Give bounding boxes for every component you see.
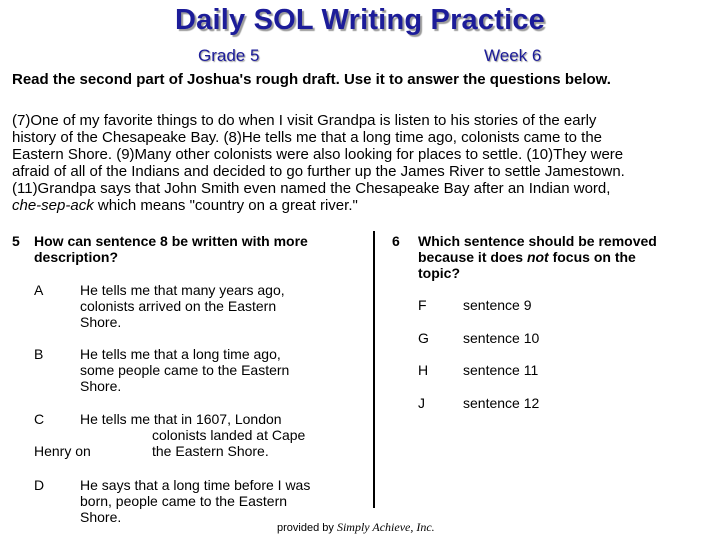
passage-italic-word: che-sep-ack — [12, 197, 94, 214]
choice-j-text[interactable]: sentence 12 — [463, 395, 540, 411]
passage-line: (7)One of my favorite things to do when I visit Grandpa is listen to his stories of the early — [12, 112, 597, 129]
choice-line: He says that a long time before I was — [80, 477, 311, 493]
passage-line: Eastern Shore. (9)Many other colonists were also looking for places to settle. (10)They were — [12, 146, 624, 163]
choice-line: born, people came to the Eastern — [80, 493, 288, 509]
question-5-text — [34, 233, 308, 265]
choice-g-letter[interactable]: G — [418, 330, 429, 346]
page-title: Daily SOL Writing Practice — [175, 4, 545, 36]
choice-f-text[interactable]: sentence 9 — [463, 297, 532, 313]
question-6-text — [418, 233, 657, 281]
question-6-number: 6 — [392, 233, 400, 249]
question-text-part: focus on the — [548, 249, 636, 265]
question-text-part: because it does — [418, 249, 527, 265]
passage-line: (11)Grandpa says that John Smith even named the Chesapeake Bay after an Indian word, — [12, 180, 611, 197]
footer-credit — [277, 520, 435, 535]
choice-h-text[interactable]: sentence 11 — [463, 362, 539, 378]
choice-c-text-line3a[interactable]: Henry on — [34, 443, 91, 459]
choice-c-text-line1[interactable]: He tells me that in 1607, London — [80, 411, 282, 427]
choice-line: colonists arrived on the Eastern — [80, 298, 277, 314]
passage-line: afraid of all of the Indians and decided to go further up the James River to settle Jamestown. — [12, 163, 625, 180]
grade-label: Grade 5 — [198, 46, 260, 65]
footer-brand: Simply Achieve, Inc. — [336, 520, 435, 534]
choice-b-text[interactable] — [80, 346, 289, 394]
choice-line: He tells me that many years ago, — [80, 282, 285, 298]
choice-f-letter[interactable]: F — [418, 297, 427, 313]
choice-d-letter[interactable]: D — [34, 477, 45, 493]
choice-line: Shore. — [80, 509, 122, 525]
question-line: Which sentence should be removed — [418, 233, 657, 249]
choice-b-letter[interactable]: B — [34, 346, 44, 362]
footer-prefix: provided by — [277, 522, 337, 534]
question-line: topic? — [418, 265, 460, 281]
choice-d-text[interactable] — [80, 477, 310, 525]
choice-a-letter[interactable]: A — [34, 282, 44, 298]
question-5-number: 5 — [12, 233, 20, 249]
choice-c-letter[interactable]: C — [34, 411, 45, 427]
question-line: description? — [34, 249, 119, 265]
instructions-text: Read the second part of Joshua's rough draft. Use it to answer the questions below. — [12, 71, 611, 88]
choice-line: Shore. — [80, 378, 122, 394]
choice-j-letter[interactable]: J — [418, 395, 425, 411]
choice-g-text[interactable]: sentence 10 — [463, 330, 540, 346]
question-line — [418, 249, 657, 265]
choice-h-letter[interactable]: H — [418, 362, 429, 378]
passage-line — [12, 197, 708, 214]
choice-line: some people came to the Eastern — [80, 362, 290, 378]
question-line: How can sentence 8 be written with more — [34, 233, 308, 249]
choice-c-text-line2[interactable]: colonists landed at Cape — [152, 427, 306, 443]
choice-line: He tells me that a long time ago, — [80, 346, 281, 362]
week-label: Week 6 — [484, 46, 542, 65]
question-italic-word: not — [526, 249, 549, 265]
choice-c-text-line3b[interactable]: the Eastern Shore. — [152, 443, 269, 459]
choice-a-text[interactable] — [80, 282, 285, 330]
column-divider — [373, 231, 375, 508]
choice-line: Shore. — [80, 314, 122, 330]
passage-line-rest: which means "country on a great river." — [93, 197, 358, 214]
passage-text — [12, 112, 708, 214]
passage-line: history of the Chesapeake Bay. (8)He tells me that a long time ago, colonists came to the — [12, 129, 603, 146]
